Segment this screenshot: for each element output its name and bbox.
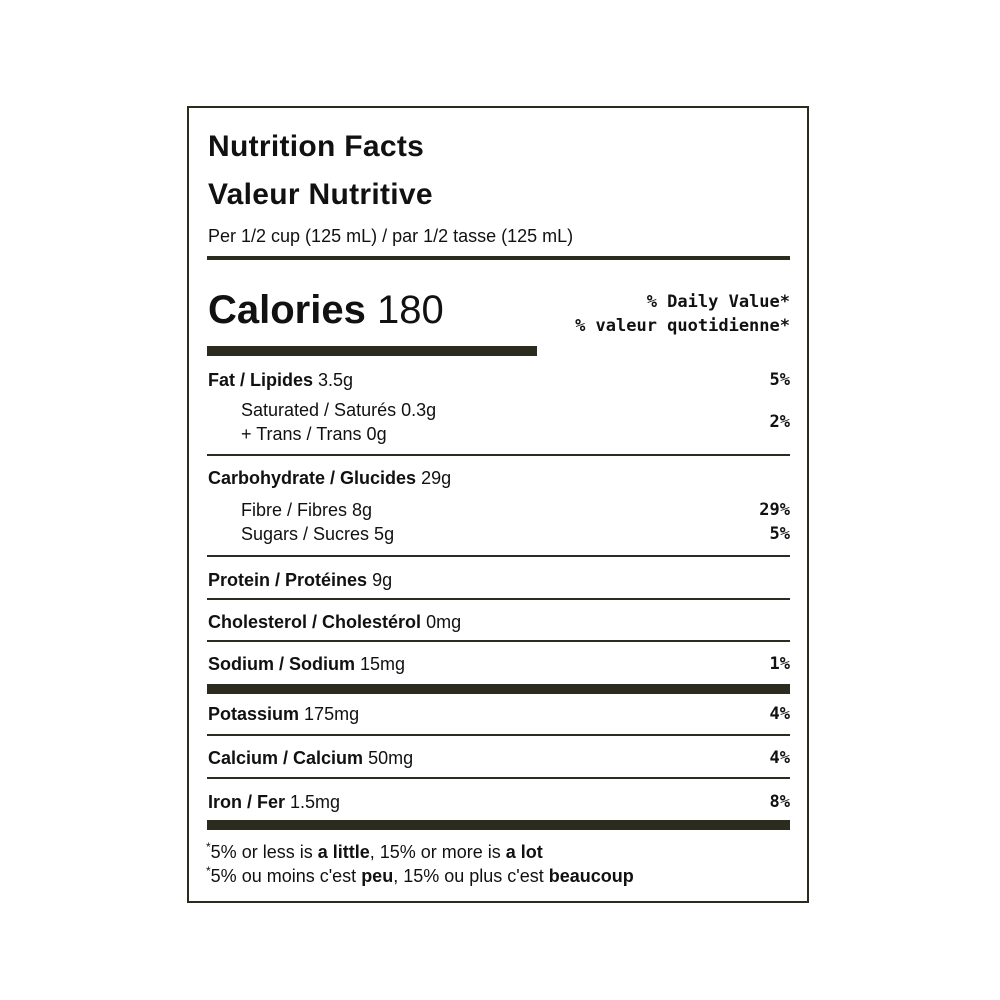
calcium-percent: 4% [769,748,790,768]
fat-name: Fat / Lipides [208,370,314,390]
footnote-fr-part2: , 15% ou plus c'est [393,866,549,886]
divider-2 [207,555,790,557]
iron-row [208,792,790,813]
nutrition-facts-label [187,106,809,903]
daily-value-fr: % valeur quotidienne* [575,316,790,336]
footnote-fr-part1: 5% ou moins c'est [210,866,362,886]
potassium-row [208,704,790,725]
footnote-en-little: a little [317,842,370,862]
iron-percent: 8% [769,792,790,812]
sodium-percent: 1% [769,654,790,674]
sugars-text: Sugars / Sucres 5g [241,524,395,544]
trans-text: + Trans / Trans 0g [241,424,387,444]
fat-percent: 5% [769,370,790,390]
protein-name: Protein / Protéines [208,570,368,590]
fibre-row [241,500,790,521]
saturated-row [241,400,790,421]
calcium-amount: 50mg [368,748,414,768]
sugars-percent: 5% [769,524,790,544]
fat-amount: 3.5g [318,370,354,390]
footnote-star-fr: * [206,864,211,878]
calories-bar [207,346,537,356]
calories-label: Calories [208,288,366,332]
iron-name: Iron / Fer [208,792,286,812]
footnote-fr-beaucoup: beaucoup [548,866,634,886]
sodium-amount: 15mg [360,654,406,674]
footnote-en-part2: , 15% or more is [369,842,506,862]
divider-4 [207,640,790,642]
footnote-en-part1: 5% or less is [210,842,318,862]
potassium-percent: 4% [769,704,790,724]
serving-size: Per 1/2 cup (125 mL) / par 1/2 tasse (125 mL) [208,226,574,246]
carbohydrate-row [208,468,790,489]
fibre-percent: 29% [759,500,790,520]
calcium-name: Calcium / Calcium [208,748,364,768]
potassium-amount: 175mg [304,704,360,724]
cholesterol-name: Cholesterol / Cholestérol [208,612,422,632]
cholesterol-row [208,612,790,633]
calcium-row [208,748,790,769]
title-french: Valeur Nutritive [208,178,433,211]
thick-bar-middle [207,684,790,694]
thick-divider [207,256,790,260]
footnote-fr-peu: peu [361,866,394,886]
divider-6 [207,777,790,779]
protein-amount: 9g [372,570,393,590]
thick-bar-bottom [207,820,790,830]
divider-3 [207,598,790,600]
sodium-name: Sodium / Sodium [208,654,355,674]
daily-value-en: % Daily Value* [646,292,790,312]
potassium-name: Potassium [208,704,300,724]
sodium-row [208,654,790,675]
iron-amount: 1.5mg [290,792,341,812]
saturated-text: Saturated / Saturés 0.3g [241,400,437,420]
daily-value-heading [575,290,790,338]
footnote-french [206,864,634,887]
protein-row [208,570,790,591]
calories-line [208,288,444,333]
divider-5 [207,734,790,736]
divider-1 [207,454,790,456]
cholesterol-amount: 0mg [426,612,462,632]
sugars-row [241,524,790,545]
fat-row [208,370,790,391]
carbohydrate-name: Carbohydrate / Glucides [208,468,417,488]
footnote-en-lot: a lot [505,842,543,862]
carbohydrate-amount: 29g [421,468,452,488]
trans-row [241,412,790,445]
footnote-star: * [206,840,211,854]
footnote-english [206,840,543,863]
fibre-text: Fibre / Fibres 8g [241,500,373,520]
saturated-trans-percent: 2% [769,412,790,432]
calories-value: 180 [376,288,444,332]
title-english: Nutrition Facts [208,130,425,163]
